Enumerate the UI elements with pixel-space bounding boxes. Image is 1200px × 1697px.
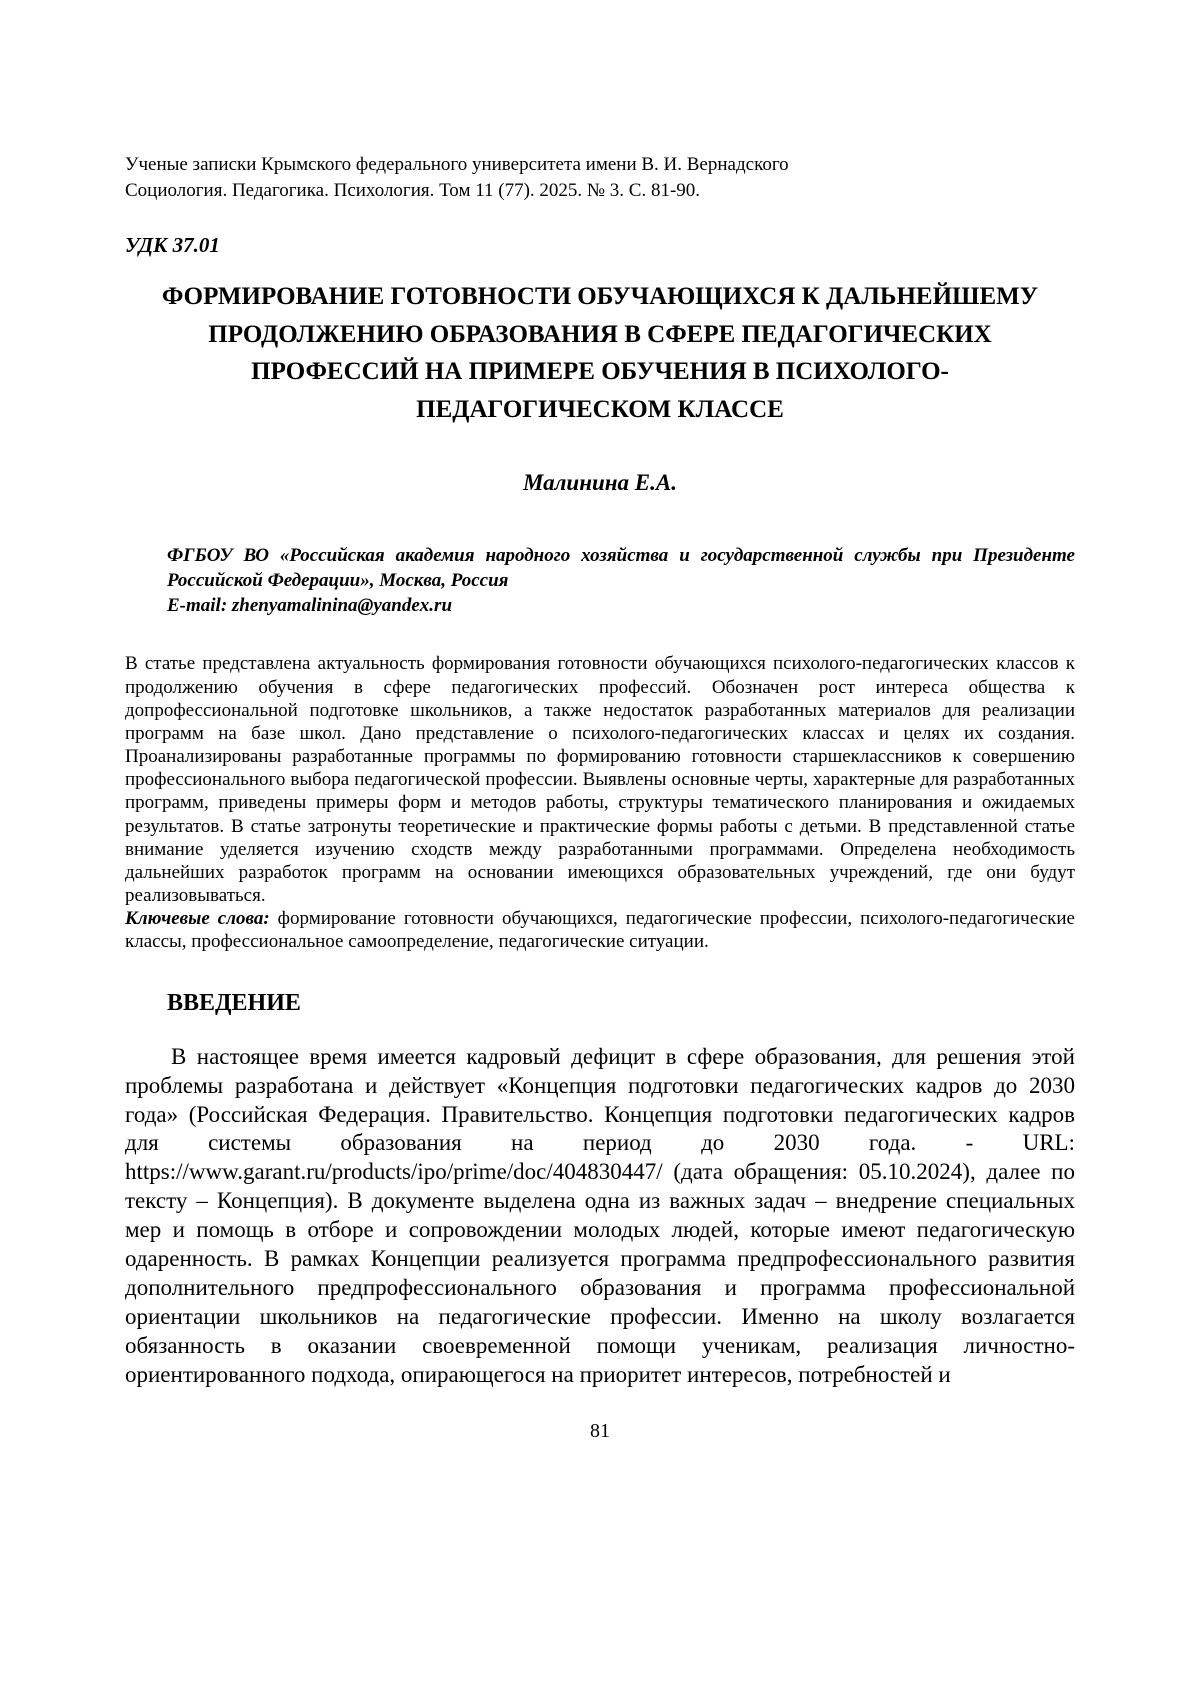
keywords-line [125, 907, 1075, 953]
affiliation-text: ФГБОУ ВО «Российская академия народного хозяйства и государственной службы при Президенте Российской Федерации», Москва, Россия [167, 545, 1075, 591]
section-heading-introduction: ВВЕДЕНИЕ [167, 989, 301, 1016]
introduction-paragraph: В настоящее время имеется кадровый дефицит в сфере образования, для решения этой проблемы разработана и действует «Концепция подготовки педагогических кадров до 2030 года» (Российская Федерация. Правительство. Концепция подготовки педагогических кадров для системы образования на период до 2030 года. - URL: https://www.garant.ru/products/ipo/prime/doc/404830447/ (дата обращения: 05.10.2024), далее по тексту – Концепция). В документе выделена одна из важных задач – внедрение специальных мер и помощь в отборе и сопровождении молодых людей, которые имеют педагогическую одаренность. В рамках Концепции реализуется программа предпрофессионального развития дополнительного предпрофессионального образования и программа профессиональной ориентации школьников на педагогические профессии. Именно на школу возлагается обязанность в оказании своевременной помощи ученикам, реализация личностно-ориентированного подхода, опирающегося на приоритет интересов, потребностей и [125, 1043, 1075, 1388]
abstract-text: В статье представлена актуальность формирования готовности обучающихся психолого-педагогических классов к продолжению обучения в сфере педагогических профессий. Обозначен рост интереса общества к допрофессиональной подготовке школьников, а также недостаток разработанных материалов для реализации программ на базе школ. Дано представление о психолого-педагогических классах и целях их создания. Проанализированы разработанные программы по формированию готовности старшеклассников к совершению профессионального выбора педагогической профессии. Выявлены основные черты, характерные для разработанных программ, приведены примеры форм и методов работы, структуры тематического планирования и ожидаемых результатов. В статье затронуты теоретические и практические формы работы с детьми. В представленной статье внимание уделяется изучению сходств между разработанными программами. Определена необходимость дальнейших разработок программ на основании имеющихся образовательных учреждений, где они будут реализовываться. [125, 653, 1075, 907]
journal-header [125, 152, 1075, 203]
udk-code: УДК 37.01 [125, 233, 220, 258]
affiliation-block [167, 544, 1075, 618]
journal-header-line1: Ученые записки Крымского федерального университета имени В. И. Вернадского [125, 154, 789, 175]
keywords-text: формирование готовности обучающихся, педагогические профессии, психолого-педагогические классы, профессиональное самоопределение, педагогические ситуации. [125, 908, 1075, 953]
author-email: E-mail: zhenyamalinina@yandex.ru [167, 594, 453, 616]
page-number: 81 [590, 1420, 610, 1443]
journal-header-line2: Социология. Педагогика. Психология. Том 11 (77). 2025. № 3. С. 81-90. [125, 179, 701, 201]
article-title: ФОРМИРОВАНИЕ ГОТОВНОСТИ ОБУЧАЮЩИХСЯ К ДАЛЬНЕЙШЕМУ ПРОДОЛЖЕНИЮ ОБРАЗОВАНИЯ В СФЕРЕ ПЕДАГОГИЧЕСКИХ ПРОФЕССИЙ НА ПРИМЕРЕ ОБУЧЕНИЯ В ПСИХОЛОГО-ПЕДАГОГИЧЕСКОМ КЛАССЕ [161, 283, 1039, 423]
keywords-label: Ключевые слова: [125, 908, 270, 930]
author-name: Малинина Е.А. [523, 470, 677, 496]
